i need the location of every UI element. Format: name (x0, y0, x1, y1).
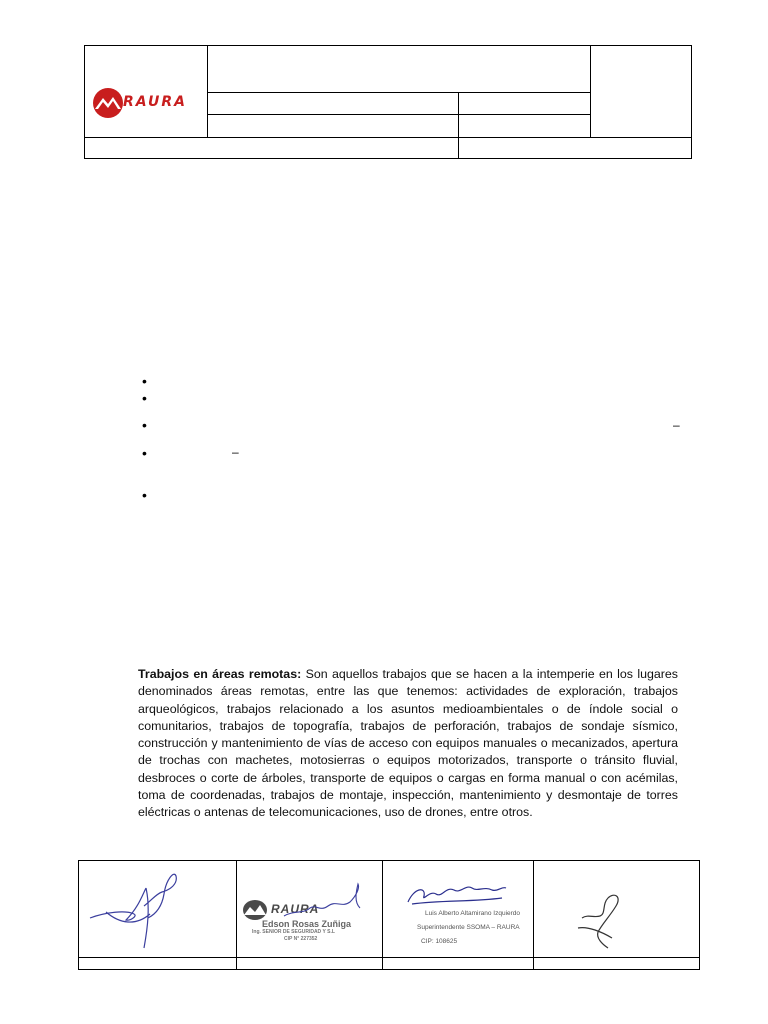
definition-paragraph (138, 666, 678, 822)
list-bullet: • (142, 390, 147, 406)
header-divider (84, 137, 692, 138)
header-divider (207, 92, 590, 93)
definition-text: Son aquellos trabajos que se hacen a la intemperie en los lugares denominados áreas remotas, entre las que tenemos: actividades de exploración, trabajos arqueológicos, trabajos relacionado a los asuntos medioambientales o de índole social o comunitarios, trabajos de topografía, trabajos de perforación, trabajos de sondaje sísmico, construcción y mantenimiento de vías de acceso con equipos manuales o mecanizados, apertura de trochas con machetes, motosierras o equipos motorizados, transporte o tránsito fluvial, desbroces o corte de árboles, transporte de equipos o cargas en forma manual o con acémilas, toma de coordenadas, trabajos de montaje, inspección, mantenimiento y desmontaje de torres eléctricas o antenas de telecomunicaciones, uso de drones, entre otros. (138, 667, 679, 820)
signature-1 (86, 866, 186, 956)
list-bullet: • (142, 445, 147, 461)
logo-wordmark: RAURA (123, 94, 187, 110)
raura-mountain-icon (92, 87, 124, 119)
definition-term: Trabajos en áreas remotas: (138, 667, 302, 681)
list-bullet: • (142, 373, 147, 389)
list-dash: – (232, 445, 239, 459)
signature-divider (382, 860, 383, 970)
signature-2 (280, 880, 370, 920)
signature-divider (78, 957, 700, 958)
stamp-cip: CIP N° 227352 (284, 936, 318, 942)
signature-divider (236, 860, 237, 970)
stamp-logo-text: RAURA (271, 902, 320, 916)
raura-mountain-icon (242, 899, 268, 921)
header-divider (590, 45, 591, 138)
stamp-name: Edson Rosas Zuñiga (262, 919, 352, 929)
list-bullet: • (142, 417, 147, 433)
stamp-name: Luis Alberto Altamirano Izquierdo (425, 910, 521, 917)
stamp-title: Ing. SENIOR DE SEGURIDAD Y S.L (252, 929, 335, 935)
signature-divider (533, 860, 534, 970)
header-divider (207, 114, 590, 115)
list-dash: – (673, 418, 680, 432)
signature-3 (402, 880, 512, 908)
stamp-cip: CIP: 108625 (421, 938, 458, 945)
list-bullet: • (142, 487, 147, 503)
header-divider (458, 92, 459, 159)
signature-stamp-3 (398, 880, 526, 952)
signature-4 (572, 888, 632, 952)
stamp-title: Superintendente SSOMA – RAURA (417, 924, 520, 931)
